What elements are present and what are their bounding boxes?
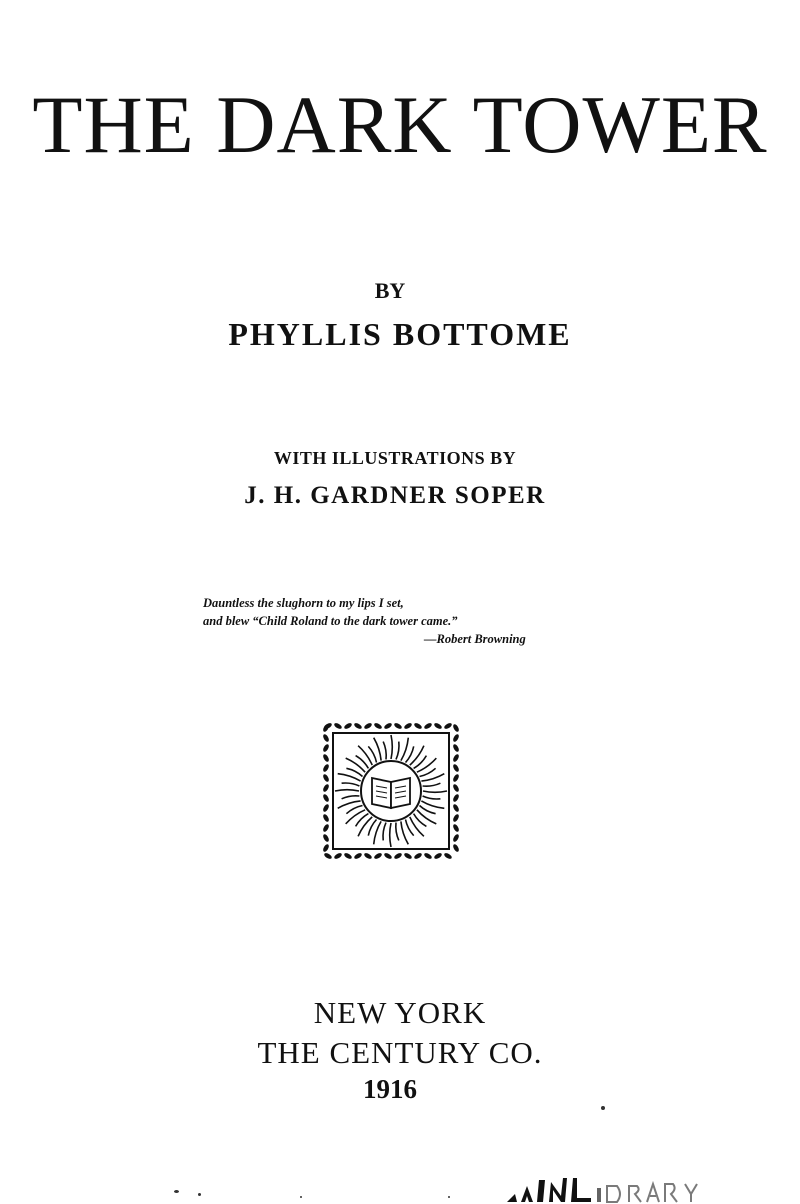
- author-name: PHYLLIS BOTTOME: [228, 316, 572, 352]
- by-label: BY: [374, 278, 406, 303]
- epigraph-line-2: and blew “Child Roland to the dark tower came.”: [203, 614, 458, 628]
- open-book-icon: [372, 778, 410, 808]
- imprint-place: NEW YORK: [313, 995, 487, 1030]
- epigraph-attribution: —Robert Browning: [424, 632, 526, 646]
- illustrations-label: WITH ILLUSTRATIONS BY: [273, 448, 517, 468]
- paper-speck: [300, 1196, 302, 1198]
- paper-speck: [448, 1196, 450, 1198]
- imprint-year: 1916: [363, 1074, 417, 1104]
- epigraph: [203, 594, 583, 648]
- publisher-emblem-icon: [320, 720, 462, 862]
- paper-speck: [601, 1106, 605, 1110]
- library-stamp-icon: [505, 1172, 710, 1204]
- illustrator-name: J. H. GARDNER SOPER: [244, 482, 546, 509]
- epigraph-line-1: Dauntless the slughorn to my lips I set,: [203, 596, 404, 610]
- paper-speck: [174, 1190, 179, 1193]
- book-title: THE DARK TOWER: [32, 79, 768, 170]
- paper-speck: [198, 1193, 201, 1196]
- imprint-publisher: THE CENTURY CO.: [257, 1035, 543, 1070]
